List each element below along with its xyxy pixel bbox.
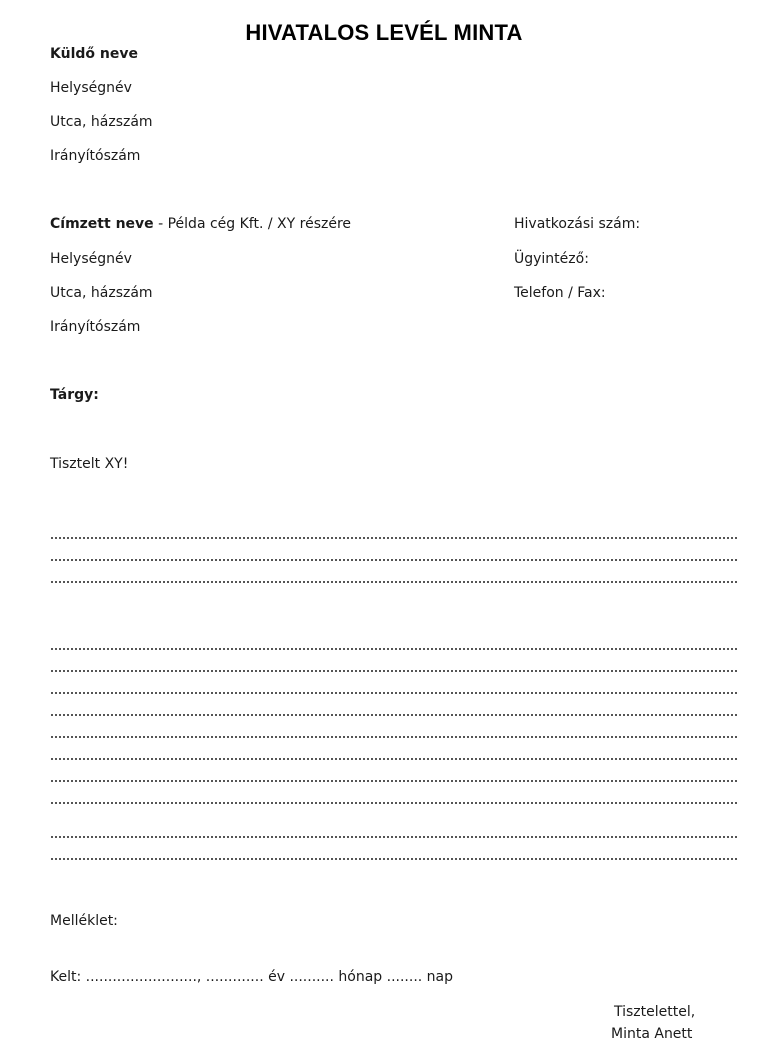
writing-line (51, 660, 737, 672)
writing-line (51, 704, 737, 716)
phone-fax-label: Telefon / Fax: (514, 285, 606, 301)
signature: Minta Anett (611, 1026, 693, 1042)
document-title: HIVATALOS LEVÉL MINTA (245, 20, 523, 45)
recipient-name-suffix: - Példa cég Kft. / XY részére (153, 216, 352, 232)
sender-city: Helységnév (50, 80, 132, 96)
writing-line (51, 848, 737, 860)
dated-line: Kelt: ........................., ............. év .......... hónap ........ nap (50, 969, 454, 985)
writing-line (51, 527, 737, 539)
writing-line (51, 571, 737, 583)
sender-street: Utca, házszám (50, 114, 153, 130)
recipient-city: Helységnév (50, 251, 132, 267)
recipient-name-label: Címzett neve (50, 216, 154, 232)
writing-line (51, 792, 737, 804)
reference-number-label: Hivatkozási szám: (514, 216, 641, 232)
salutation: Tisztelt XY! (50, 456, 129, 472)
recipient-zip: Irányítószám (50, 319, 141, 335)
writing-line (51, 770, 737, 782)
writing-line (51, 549, 737, 561)
recipient-street: Utca, házszám (50, 285, 153, 301)
writing-line (51, 826, 737, 838)
subject-label: Tárgy: (50, 387, 99, 403)
sender-zip: Irányítószám (50, 148, 141, 164)
writing-line (51, 748, 737, 760)
writing-line (51, 726, 737, 738)
closing: Tisztelettel, (614, 1004, 696, 1020)
writing-line (51, 682, 737, 694)
writing-line (51, 638, 737, 650)
sender-name-label: Küldő neve (50, 46, 138, 62)
recipient-name-line (50, 215, 351, 233)
attachment-label: Melléklet: (50, 913, 118, 929)
clerk-label: Ügyintéző: (514, 251, 589, 267)
